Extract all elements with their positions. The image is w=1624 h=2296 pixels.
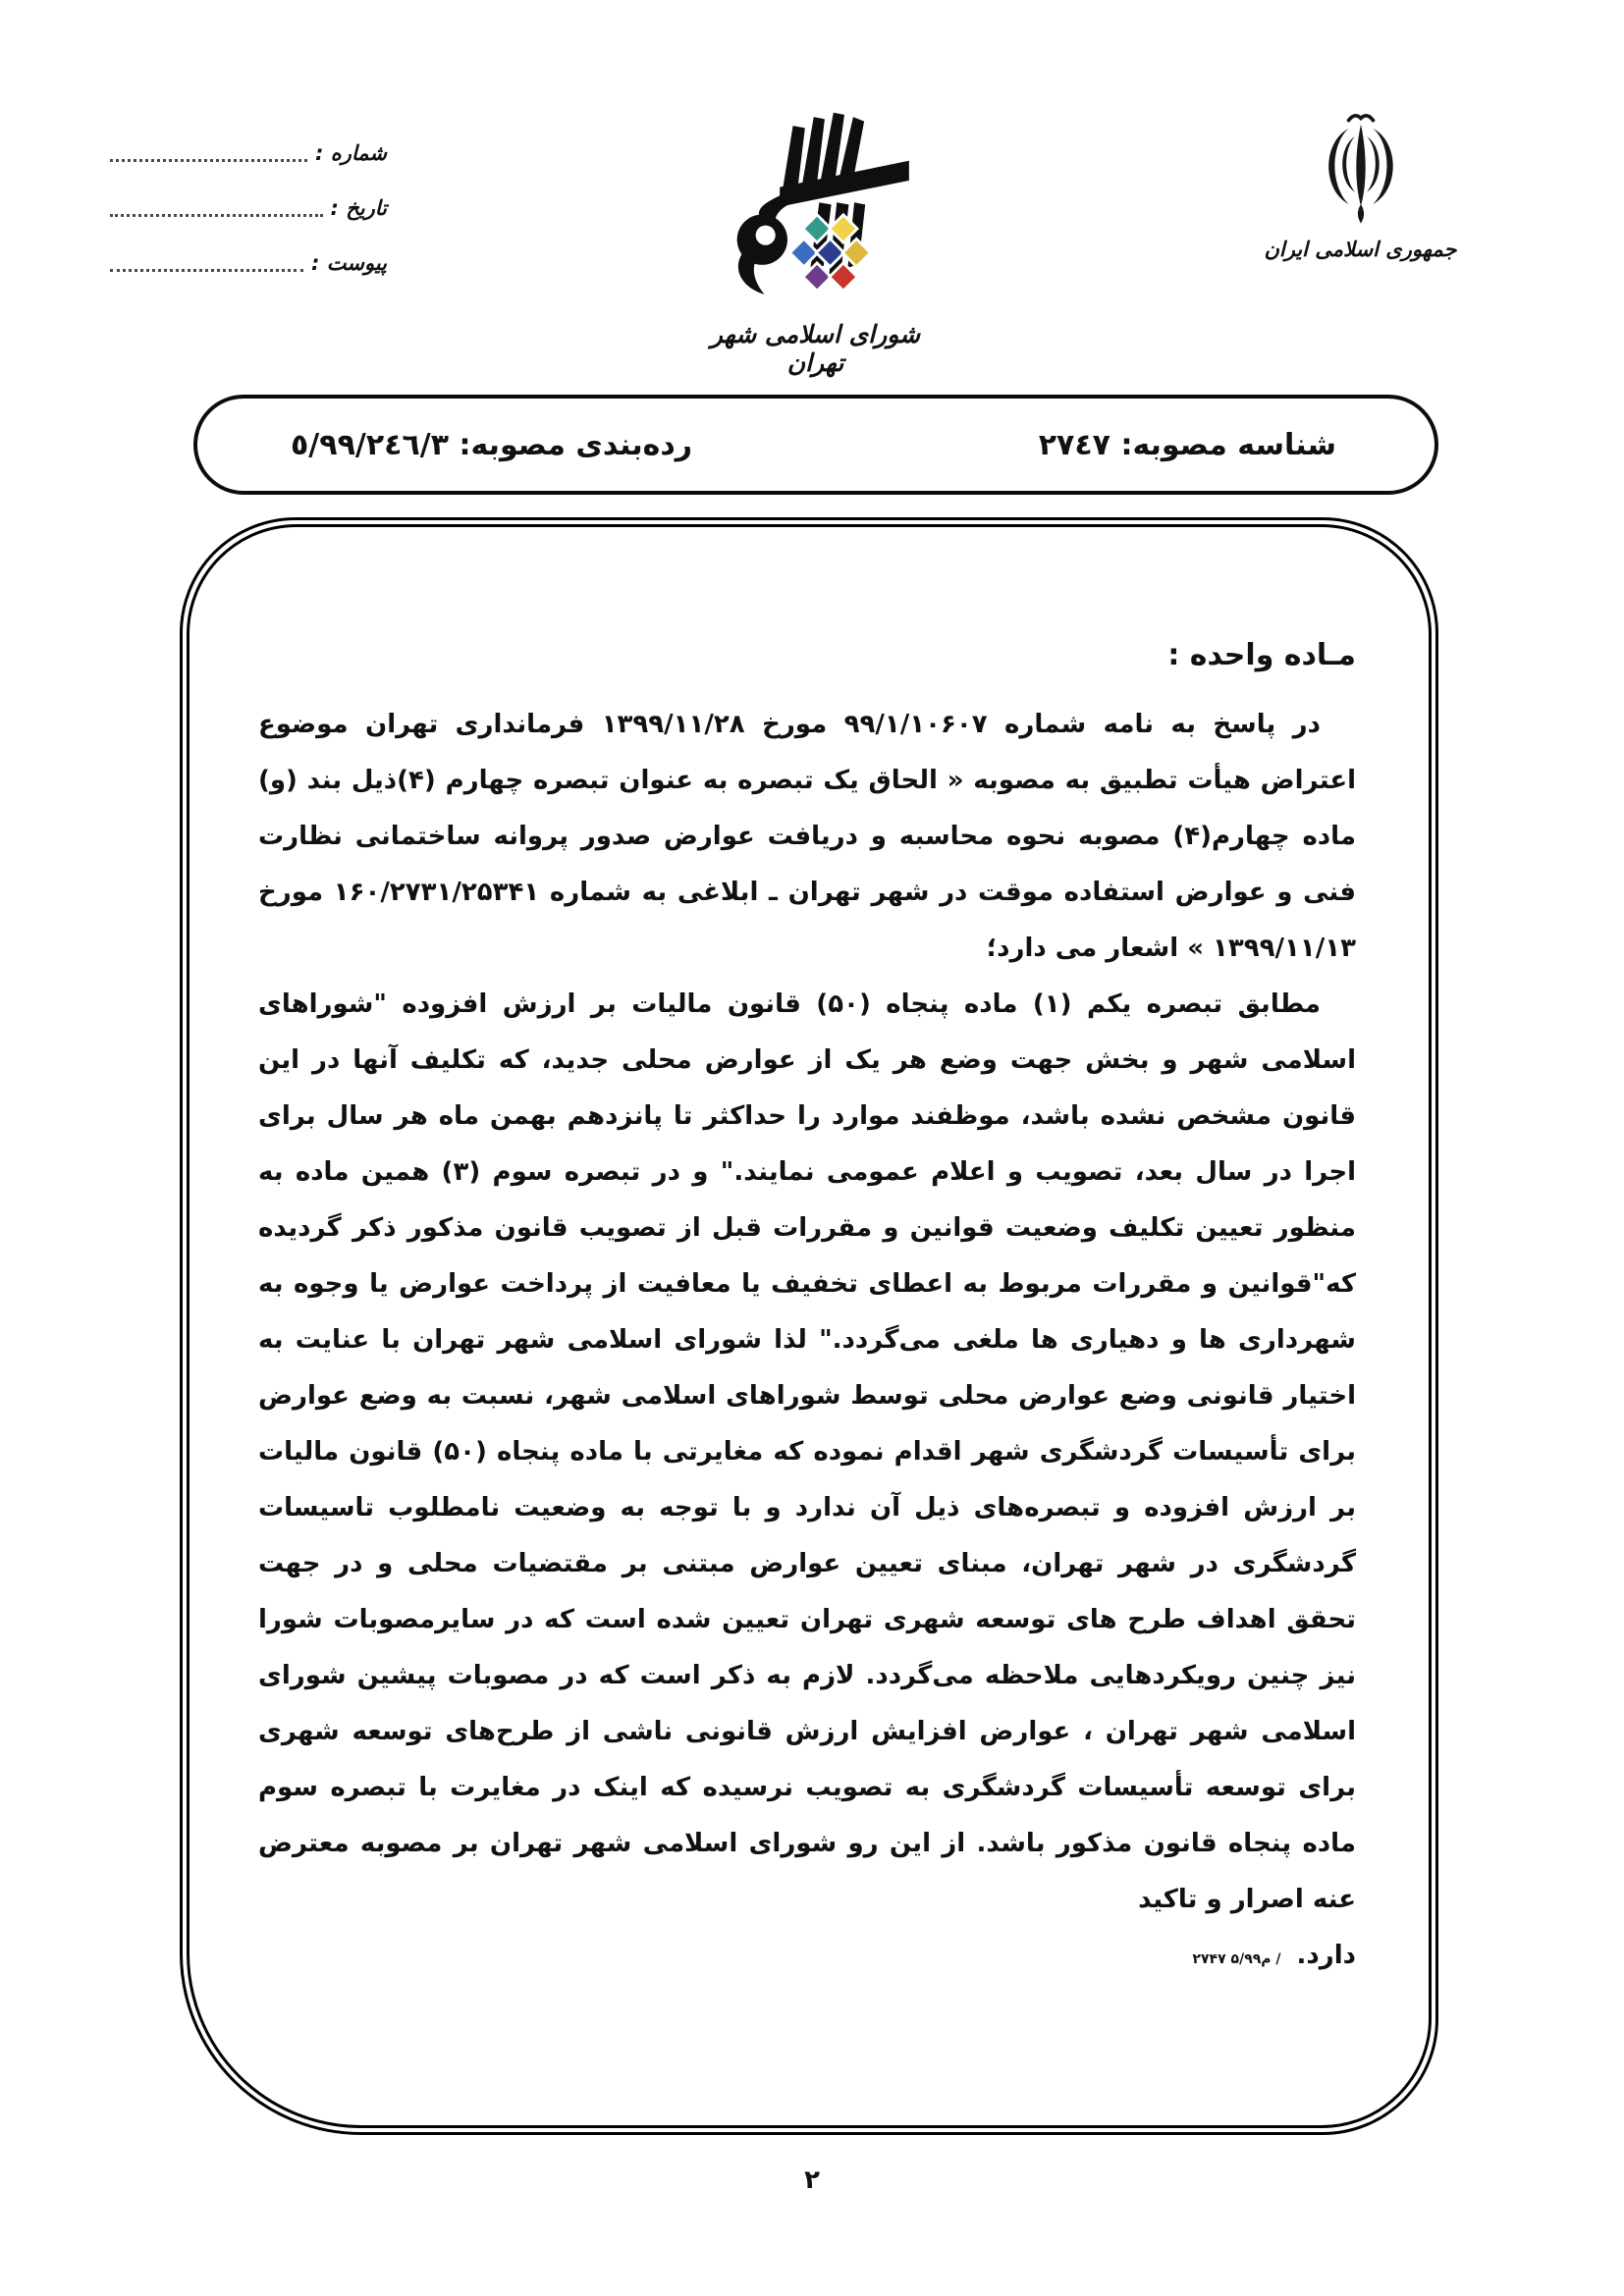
closing-line (258, 1928, 1356, 1988)
council-logo-icon (723, 106, 909, 314)
date-field-label: تاریخ : (330, 196, 387, 220)
paragraph-1: در پاسخ به نامه شماره ۹۹/۱/۱۰۶۰۷ مورخ ۱۳۹۹/۱۱/۲۸ فرمانداری تهران موضوع اعتراض هیأت تطبیق به مصوبه « الحاق یک تبصره به عنوان تبصره چهارم (۴)ذیل بند (و) ماده چهارم(۴) مصوبه نحوه محاسبه و دریافت عوارض صدور پروانه ساختمانی نظارت فنی و عوارض استفاده موقت در شهر تهران ـ ابلاغی به شماره ۱۶۰/۲۷۳۱/۲۵۳۴۱ مورخ ۱۳۹۹/۱۱/۱۳ » اشعار می دارد؛ (258, 710, 1357, 963)
header-bar (193, 395, 1438, 495)
number-field-dotted-line (110, 159, 307, 162)
closing-word: دارد. (1296, 1941, 1356, 1970)
number-field-row (110, 126, 387, 181)
number-field-label: شماره : (315, 141, 387, 165)
document-frame-inner-border (187, 524, 1432, 2128)
article-heading: مـاده واحده : (1167, 638, 1356, 672)
letterhead-fields (110, 126, 387, 291)
iran-emblem-block (1260, 110, 1461, 261)
paragraph-2: مطابق تبصره یکم (۱) ماده پنجاه (۵۰) قانون مالیات بر ارزش افزوده "شوراهای اسلامی شهر و بخش جهت وضع هر یک از عوارض محلی جدید، که تکلیف آنها در این قانون مشخص نشده باشد، موظفند موارد را حداکثر تا پانزدهم بهمن ماه هر سال برای اجرا در سال بعد، تصویب و اعلام عمومی نمایند." و در تبصره سوم (۳) همین ماده به منظور تعیین تکلیف وضعیت قوانین و مقررات قبل از تصویب قانون مذکور ذکر گردیده که"قوانین و مقررات مربوط به اعطای تخفیف یا معافیت از پرداخت عوارض یا وجوه به شهرداری ها و دهیاری ها ملغی می‌گردد." لذا شورای اسلامی شهر تهران با عنایت به اختیار قانونی وضع عوارض محلی توسط شوراهای اسلامی شهر، نسبت به وضع عوارض برای تأسیسات گردشگری شهر اقدام نموده که مغایرتی با ماده پنجاه (۵۰) قانون مالیات بر ارزش افزوده و تبصره‌های ذیل آن ندارد و با توجه به وضعیت نامطلوب تاسیسات گردشگری در شهر تهران، مبنای تعیین عوارض مبتنی بر مقتضیات محلی و در جهت تحقق اهداف طرح های توسعه شهری تهران تعیین شده است که در سایرمصوبات شورا نیز چنین رویکردهایی ملاحظه می‌گردد. لازم به ذکر است که در مصوبات پیشین شورای اسلامی شهر تهران ، عوارض افزایش ارزش قانونی ناشی از طرح‌های توسعه شهری برای توسعه تأسیسات گردشگری به تصویب نرسیده که اینک در مغایرت با تبصره سوم ماده پنجاه قانون مذکور باشد. از این رو شورای اسلامی شهر تهران بر مصوبه معترض عنه اصرار و تاکید (258, 989, 1357, 1914)
council-logo-block (705, 106, 926, 377)
attachment-field-dotted-line (110, 269, 303, 272)
reference-code: ۲۷۴۷ م۵/۹۹ / (1192, 1951, 1281, 1967)
resolution-text (258, 627, 1356, 1988)
date-field-dotted-line (110, 214, 323, 217)
doc-class-label: رده‌بندی مصوبه: ٥/٩٩/٢٤٦/٣ (291, 427, 693, 462)
doc-id-label: شناسه مصوبه: ٢٧٤٧ (1038, 427, 1336, 462)
date-field-row (110, 181, 387, 236)
page-number: ۲ (804, 2165, 820, 2195)
attachment-field-row (110, 236, 387, 291)
attachment-field-label: پیوست : (311, 251, 387, 275)
iran-emblem-icon (1310, 110, 1412, 228)
state-title: جمهوری اسلامی ایران (1264, 238, 1457, 261)
council-title: شورای اسلامی شهر تهران (710, 320, 921, 377)
document-frame (180, 517, 1438, 2135)
